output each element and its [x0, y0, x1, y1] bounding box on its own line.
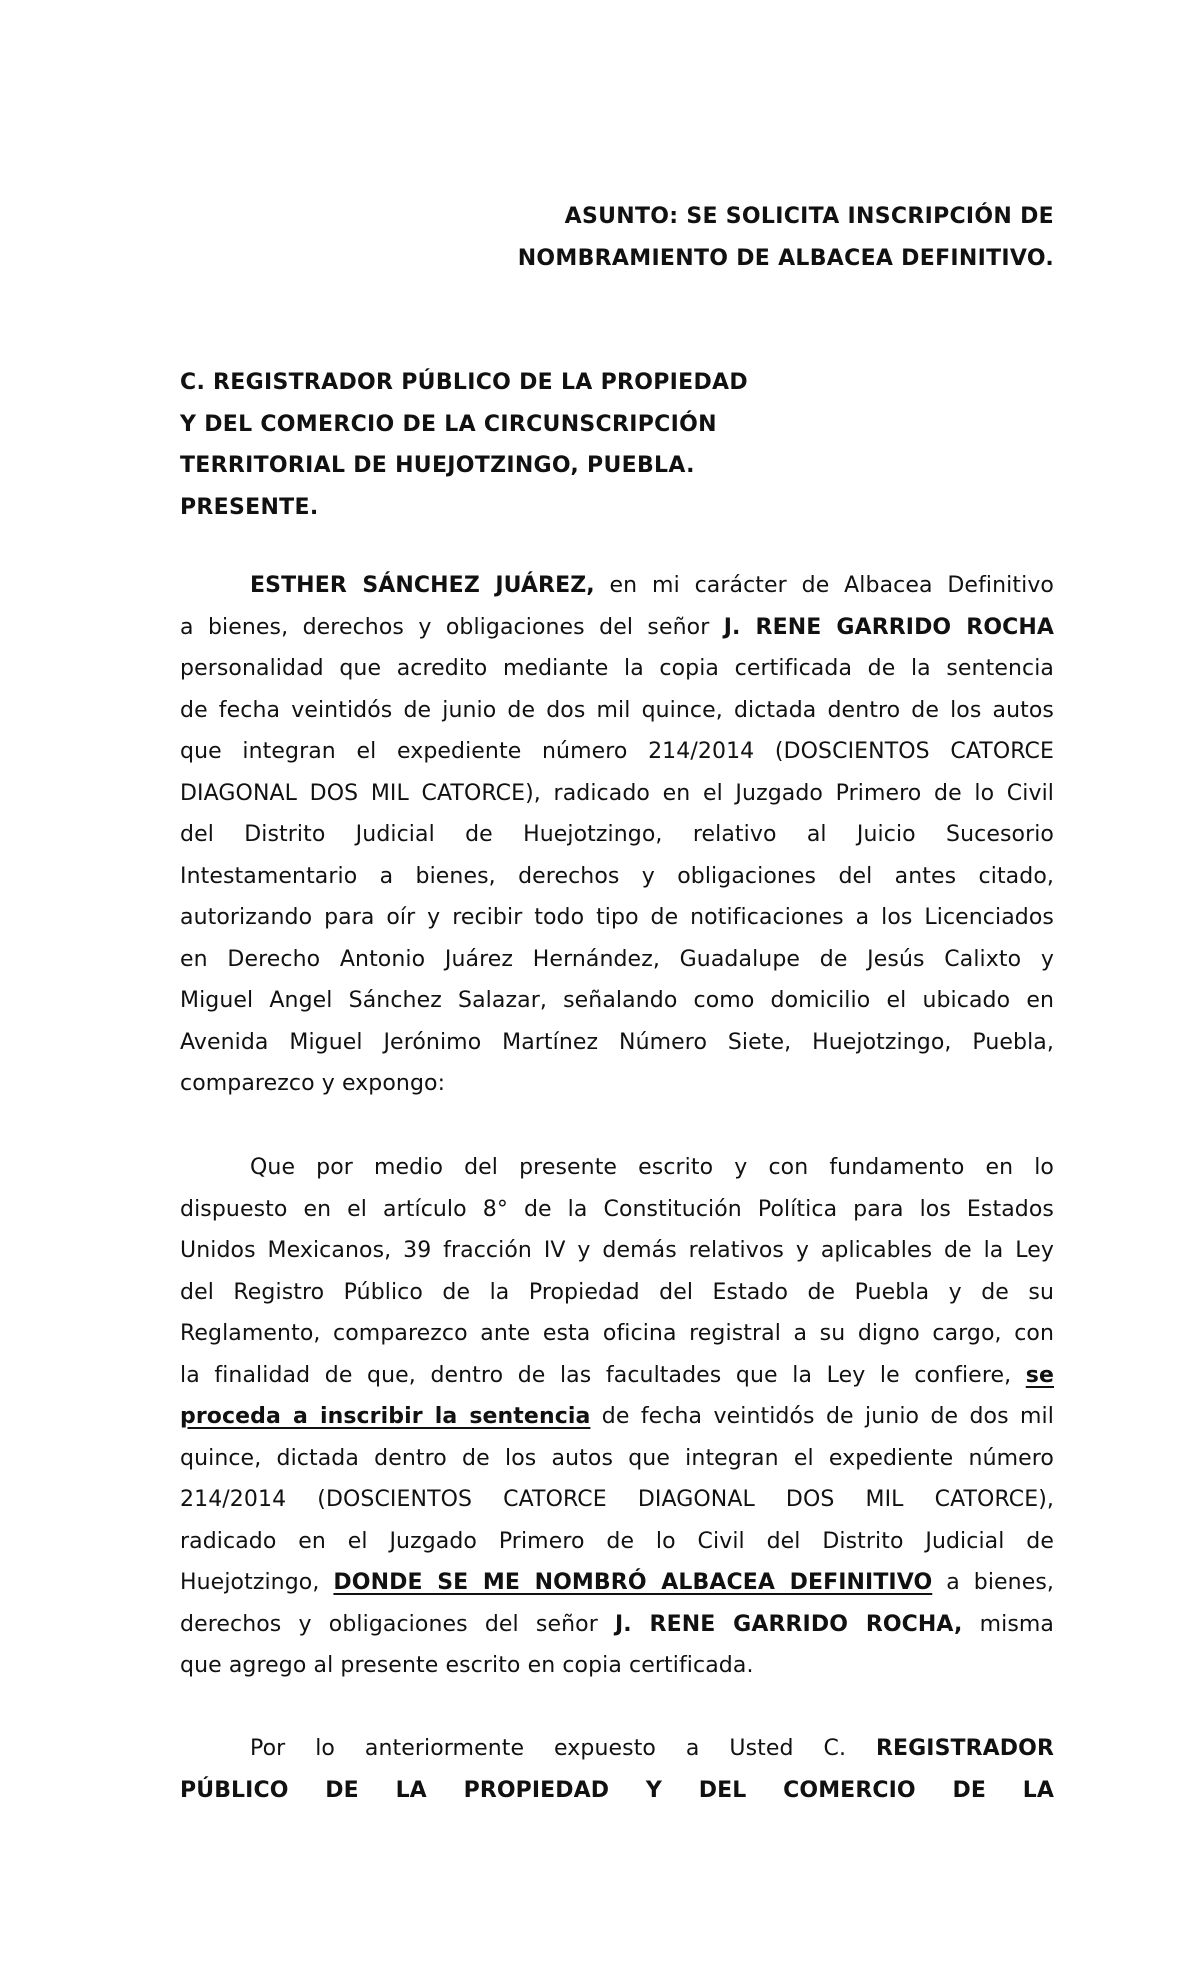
emphasis-text: proceda a inscribir la sentencia — [180, 1404, 591, 1429]
paragraph-line: personalidad que acredito mediante la copia certificada de la sentencia — [180, 656, 1054, 681]
subject-block — [414, 196, 1054, 280]
deceased-name: J. RENE GARRIDO ROCHA — [723, 614, 1055, 640]
subject-line: NOMBRAMIENTO DE ALBACEA DEFINITIVO. — [517, 246, 1054, 271]
paragraph-line: que agrego al presente escrito en copia certificada. — [180, 1653, 754, 1678]
paragraph-line: proceda a inscribir la sentencia de fecha veintidós de junio de dos mil — [180, 1404, 1054, 1429]
paragraph-line: a bienes, derechos y obligaciones del señor J. RENE GARRIDO ROCHA — [180, 614, 1055, 640]
paragraph-line: Que por medio del presente escrito y con fundamento en lo — [250, 1155, 1054, 1180]
paragraph-request — [180, 1147, 1054, 1687]
addressee-line: PRESENTE. — [180, 494, 319, 520]
paragraph-line: la finalidad de que, dentro de las facultades que la Ley le confiere, se — [180, 1362, 1054, 1388]
paragraph-line: comparezco y expongo: — [180, 1071, 446, 1096]
paragraph-line: derechos y obligaciones del señor J. RENE GARRIDO ROCHA, misma — [180, 1611, 1054, 1637]
paragraph-line: en Derecho Antonio Juárez Hernández, Guadalupe de Jesús Calixto y — [180, 946, 1054, 972]
emphasis-text: REGISTRADOR — [875, 1736, 1054, 1761]
emphasis-text: se — [1025, 1362, 1054, 1388]
paragraph-line: Reglamento, comparezco ante esta oficina registral a su digno cargo, con — [180, 1321, 1054, 1346]
paragraph-line: Huejotzingo, DONDE SE ME NOMBRÓ ALBACEA DEFINITIVO a bienes, — [180, 1570, 1054, 1595]
paragraph-line: PÚBLICO DE LA PROPIEDAD Y DEL COMERCIO DE LA — [180, 1777, 1054, 1803]
paragraph-line: dispuesto en el artículo 8° de la Constitución Política para los Estados — [180, 1196, 1054, 1222]
subject-line: ASUNTO: SE SOLICITA INSCRIPCIÓN DE — [564, 204, 1054, 229]
paragraph-line: que integran el expediente número 214/2014 (DOSCIENTOS CATORCE — [180, 739, 1054, 764]
addressee-line: Y DEL COMERCIO DE LA CIRCUNSCRIPCIÓN — [180, 411, 717, 437]
paragraph-introduction — [180, 565, 1054, 1105]
paragraph-line: quince, dictada dentro de los autos que integran el expediente número — [180, 1445, 1054, 1471]
petitioner-name: ESTHER SÁNCHEZ JUÁREZ, — [250, 573, 595, 598]
addressee-line: C. REGISTRADOR PÚBLICO DE LA PROPIEDAD — [180, 370, 748, 395]
paragraph-line: autorizando para oír y recibir todo tipo de notificaciones a los Licenciados — [180, 905, 1054, 930]
paragraph-line: del Registro Público de la Propiedad del Estado de Puebla y de su — [180, 1279, 1054, 1305]
addressee-block — [180, 362, 748, 528]
paragraph-line: del Distrito Judicial de Huejotzingo, relativo al Juicio Sucesorio — [180, 822, 1054, 847]
paragraph-line: Por lo anteriormente expuesto a Usted C. REGISTRADOR — [250, 1736, 1054, 1761]
paragraph-line: Unidos Mexicanos, 39 fracción IV y demás relativos y aplicables de la Ley — [180, 1238, 1054, 1263]
deceased-name: J. RENE GARRIDO ROCHA, — [615, 1611, 963, 1637]
emphasis-text: DONDE SE ME NOMBRÓ ALBACEA DEFINITIVO — [333, 1570, 933, 1595]
addressee-line: TERRITORIAL DE HUEJOTZINGO, PUEBLA. — [180, 453, 695, 478]
paragraph-closing — [180, 1728, 1054, 1811]
paragraph-line: de fecha veintidós de junio de dos mil quince, dictada dentro de los autos — [180, 697, 1054, 723]
paragraph-line: radicado en el Juzgado Primero de lo Civil del Distrito Judicial de — [180, 1528, 1054, 1554]
paragraph-line: Intestamentario a bienes, derechos y obligaciones del antes citado, — [180, 863, 1054, 889]
paragraph-line: Avenida Miguel Jerónimo Martínez Número Siete, Huejotzingo, Puebla, — [180, 1029, 1054, 1055]
paragraph-line: DIAGONAL DOS MIL CATORCE), radicado en el Juzgado Primero de lo Civil — [180, 780, 1054, 806]
paragraph-line: 214/2014 (DOSCIENTOS CATORCE DIAGONAL DOS MIL CATORCE), — [180, 1487, 1054, 1512]
paragraph-line: Miguel Angel Sánchez Salazar, señalando como domicilio el ubicado en — [180, 988, 1054, 1013]
paragraph-line: ESTHER SÁNCHEZ JUÁREZ, en mi carácter de Albacea Definitivo — [250, 573, 1054, 598]
